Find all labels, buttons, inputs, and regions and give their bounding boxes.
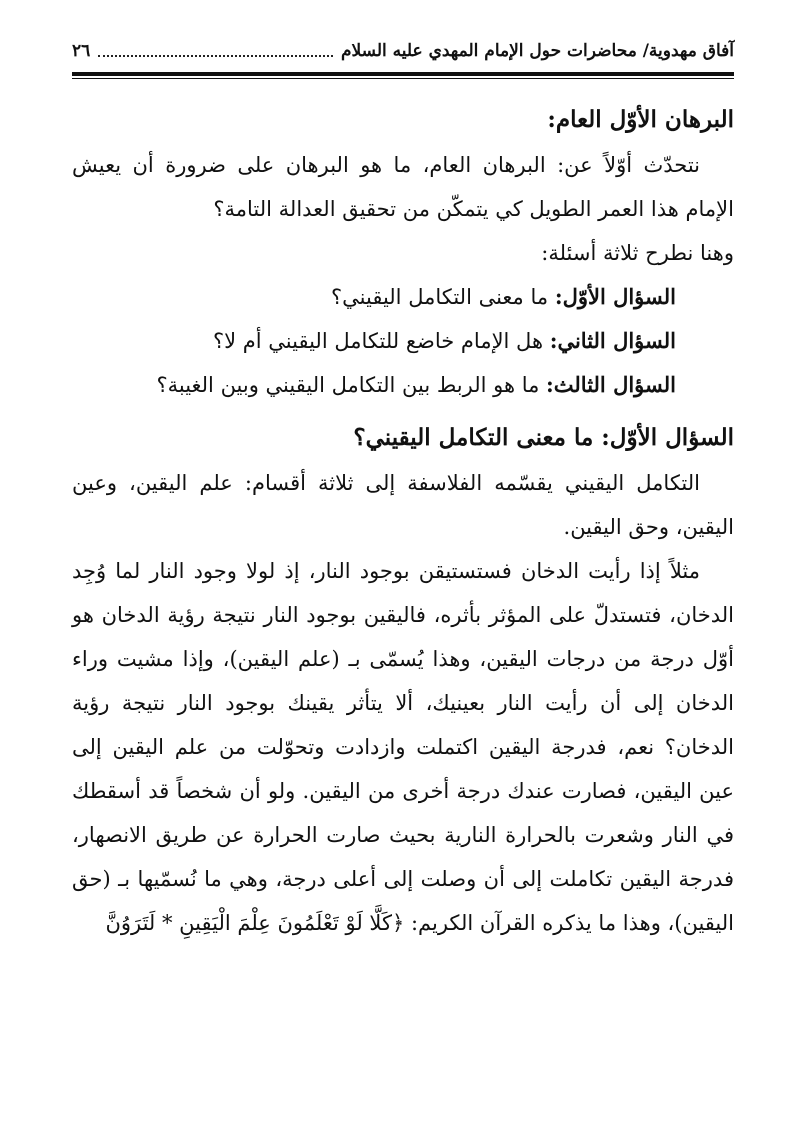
paragraph-intro: نتحدّث أوّلاً عن: البرهان العام، ما هو البرهان على ضرورة أن يعيش الإمام هذا العمر الطويل كي يتمكّن من تحقيق العدالة التامة؟ xyxy=(72,153,734,221)
header-rule-thin xyxy=(72,78,734,79)
paragraph-certainty-types: التكامل اليقيني يقسّمه الفلاسفة إلى ثلاثة أقسام: علم اليقين، وعين اليقين، وحق اليقين. xyxy=(72,471,734,539)
list-item xyxy=(72,363,676,407)
header-rule-thick xyxy=(72,72,734,76)
paragraph-questions-intro: وهنا نطرح ثلاثة أسئلة: xyxy=(541,241,734,265)
question-label: السؤال الثاني: xyxy=(549,328,676,353)
question-text: ما هو الربط بين التكامل اليقيني وبين الغيبة؟ xyxy=(156,373,547,397)
list-item xyxy=(72,319,676,363)
header-leader-dots xyxy=(98,45,333,57)
book-page xyxy=(72,36,734,1100)
running-header xyxy=(72,36,734,66)
paragraph-smoke-example: مثلاً إذا رأيت الدخان فستستيقن بوجود النار، إذ لولا وجود النار لما وُجِد الدخان، فتستدلّ على المؤثر بأثره، فاليقين بوجود النار نتيجة رؤية الدخان هو أوّل درجة من درجات اليقين، وهذا يُسمّى بـ (علم اليقين)، وإذا مشيت وراء الدخان إلى أن رأيت النار بعينيك، ألا يتأثر يقينك بوجود النار نتيجة رؤية الدخان؟ نعم، فدرجة اليقين اكتملت وازدادت وتحوّلت من علم اليقين إلى عين اليقين، فصارت عندك درجة أخرى من اليقين. ولو أن شخصاً قد أسقطك في النار وشعرت بالحرارة النارية بحيث صارت الحرارة عن طريق الانصهار، فدرجة اليقين تكاملت إلى أن وصلت إلى أعلى درجة، وهي ما نُسمّيها بـ (حق اليقين)، وهذا ما يذكره القرآن الكريم: ﴿كَلَّا لَوْ تَعْلَمُونَ عِلْمَ الْيَقِينِ * لَتَرَوُنَّ xyxy=(72,559,734,935)
page-number: ٢٦ xyxy=(72,41,91,61)
list-item xyxy=(72,275,676,319)
question-label: السؤال الثالث: xyxy=(546,372,676,397)
section-heading-general-proof: البرهان الأوّل العام: xyxy=(547,106,734,133)
page-content xyxy=(72,97,734,945)
question-list xyxy=(72,275,734,407)
question-text: هل الإمام خاضع للتكامل اليقيني أم لا؟ xyxy=(212,329,550,353)
question-label: السؤال الأوّل: xyxy=(554,284,676,309)
book-title: آفاق مهدوية/ محاضرات حول الإمام المهدي عليه السلام xyxy=(340,41,734,61)
section-heading-first-question: السؤال الأوّل: ما معنى التكامل اليقيني؟ xyxy=(353,424,734,451)
question-text: ما معنى التكامل اليقيني؟ xyxy=(331,285,555,309)
